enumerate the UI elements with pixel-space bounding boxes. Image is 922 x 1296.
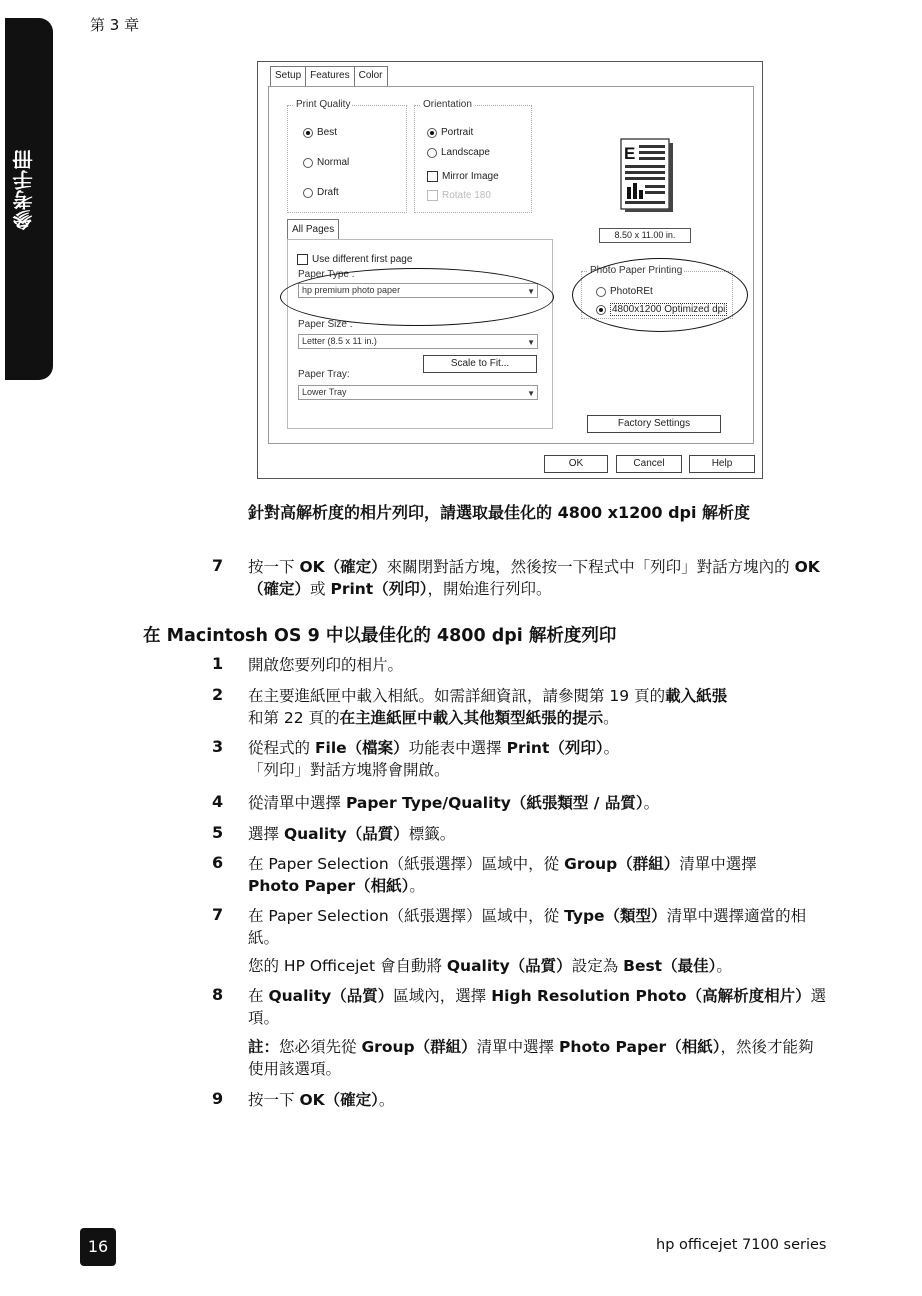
paper-size-display: 8.50 x 11.00 in. [599, 228, 691, 243]
side-tab-label: 參考手冊 [12, 150, 36, 230]
highlight-ellipse-dpi [572, 258, 748, 332]
step-text: 在 Paper Selection（紙張選擇）區域中，從 Type（類型）清單中選擇適當的相紙。 [248, 907, 807, 947]
mirror-image-checkbox[interactable]: Mirror Image [427, 171, 499, 182]
paper-type-label: Paper Type : [298, 269, 355, 280]
checkbox-icon [427, 171, 438, 182]
optimized-dpi-option[interactable]: 4800x1200 Optimized dpi [596, 303, 727, 316]
step-text: 開啟您要列印的相片。 [248, 656, 404, 674]
step-number: 2 [212, 685, 224, 704]
svg-text:E: E [624, 144, 636, 163]
paper-tray-label: Paper Tray: [298, 369, 350, 380]
paper-tray-select[interactable]: Lower Tray ▼ [298, 385, 538, 400]
orientation-portrait-option[interactable]: Portrait [427, 127, 473, 138]
scale-to-fit-button[interactable]: Scale to Fit... [423, 355, 537, 373]
paper-size-select[interactable]: Letter (8.5 x 11 in.) ▼ [298, 334, 538, 349]
orientation-landscape-option[interactable]: Landscape [427, 147, 490, 158]
chevron-down-icon: ▼ [527, 389, 535, 398]
note-text: 註：您必須先從 Group（群組）清單中選擇 Photo Paper（相紙），然後才能夠使用該選項。 [248, 1038, 814, 1078]
step-number: 9 [212, 1089, 224, 1108]
step-text: 在主要進紙匣中載入相紙。如需詳細資訊，請參閱第 19 頁的載入紙張 和第 22 頁的在主進紙匣中載入其他類型紙張的提示。 [248, 687, 728, 727]
step-text: 您的 HP Officejet 會自動將 Quality（品質）設定為 Best（最佳）。 [248, 957, 732, 975]
step-text: 在 Paper Selection（紙張選擇）區域中，從 Group（群組）清單中選擇 Photo Paper（相紙）。 [248, 855, 757, 895]
radio-icon [303, 188, 313, 198]
step-number: 1 [212, 654, 224, 673]
ok-button[interactable]: OK [544, 455, 608, 473]
step-text: 從程式的 File（檔案）功能表中選擇 Print（列印）。 「列印」對話方塊將會開啟。 [248, 739, 620, 779]
dialog-tabs [270, 66, 387, 87]
step-number: 3 [212, 737, 224, 756]
highlight-ellipse-paper-type [280, 268, 554, 326]
step-text: 選擇 Quality（品質）標籤。 [248, 825, 456, 843]
rotate-checkbox: Rotate 180 [427, 190, 491, 201]
photoret-option[interactable]: PhotoREt [596, 286, 653, 297]
paper-type-select[interactable]: hp premium photo paper ▼ [298, 283, 538, 298]
step-number: 8 [212, 985, 224, 1004]
radio-selected-icon [427, 128, 437, 138]
tab-all-pages[interactable]: All Pages [287, 219, 339, 239]
tab-color[interactable]: Color [354, 66, 388, 87]
checkbox-disabled-icon [427, 190, 438, 201]
page-number: 16 [80, 1228, 116, 1266]
tab-features[interactable]: Features [305, 66, 354, 87]
step-number: 7 [212, 556, 224, 575]
radio-icon [303, 158, 313, 168]
quality-draft-option[interactable]: Draft [303, 187, 339, 198]
quality-normal-option[interactable]: Normal [303, 157, 349, 168]
step-number: 4 [212, 792, 224, 811]
factory-settings-button[interactable]: Factory Settings [587, 415, 721, 433]
print-dialog [257, 61, 763, 479]
checkbox-icon [297, 254, 308, 265]
section-heading: 在 Macintosh OS 9 中以最佳化的 4800 dpi 解析度列印 [143, 626, 617, 646]
orientation-label: Orientation [423, 99, 472, 110]
paper-size-label: Paper Size : [298, 319, 353, 330]
use-different-first-page-checkbox[interactable]: Use different first page [297, 254, 412, 265]
quality-best-option[interactable]: Best [303, 127, 337, 138]
step-text: 按一下 OK（確定）來關閉對話方塊，然後按一下程式中「列印」對話方塊內的 OK（確定）或 Print（列印），開始進行列印。 [248, 558, 820, 598]
chevron-down-icon: ▼ [527, 338, 535, 347]
figure-caption: 針對高解析度的相片列印，請選取最佳化的 4800 x1200 dpi 解析度 [248, 503, 751, 522]
chevron-down-icon: ▼ [527, 287, 535, 296]
photo-paper-printing-label: Photo Paper Printing [590, 265, 683, 276]
help-button[interactable]: Help [689, 455, 755, 473]
step-text: 從清單中選擇 Paper Type/Quality（紙張類型 / 品質）。 [248, 794, 660, 812]
step-number: 6 [212, 853, 224, 872]
radio-selected-icon [303, 128, 313, 138]
print-quality-label: Print Quality [296, 99, 351, 110]
footer-product: hp officejet 7100 series [656, 1237, 827, 1253]
radio-icon [427, 148, 437, 158]
tab-setup[interactable]: Setup [270, 66, 306, 87]
step-number: 7 [212, 905, 224, 924]
page-preview-icon [613, 135, 675, 213]
step-text: 在 Quality（品質）區域內，選擇 High Resolution Photo（高解析度相片）選項。 [248, 987, 827, 1027]
cancel-button[interactable]: Cancel [616, 455, 682, 473]
chapter-label: 第 3 章 [90, 16, 140, 34]
step-number: 5 [212, 823, 224, 842]
step-text: 按一下 OK（確定）。 [248, 1091, 395, 1109]
